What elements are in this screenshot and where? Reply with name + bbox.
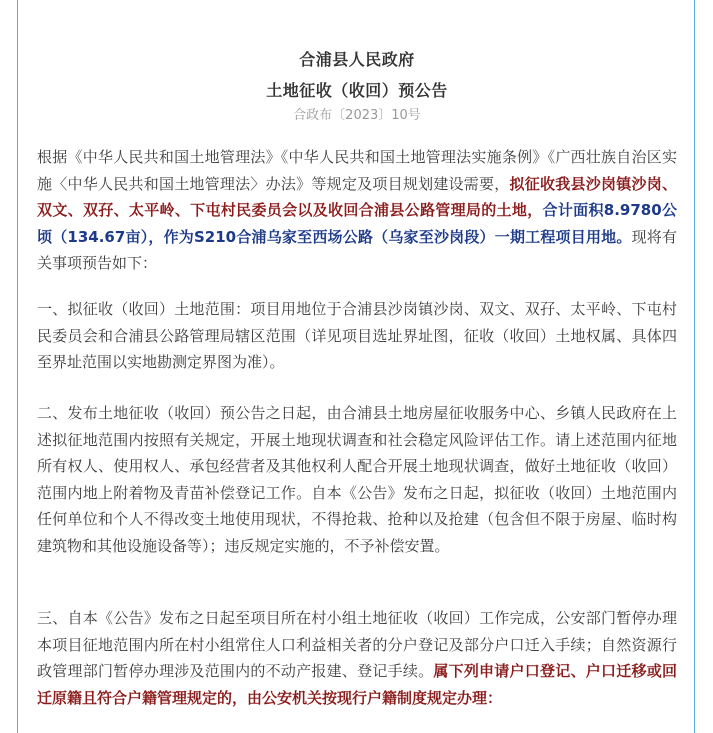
intro-blue-emphasis: 合计面积8.9780公顷（134.67亩），作为S210合浦乌家至西场公路（乌家至沙岗段）一期工程项目用地。 bbox=[37, 201, 677, 246]
issuing-org: 合浦县人民政府 bbox=[299, 50, 415, 69]
document-frame bbox=[17, 0, 695, 733]
document-number: 合政布〔2023〕10号 bbox=[293, 108, 421, 123]
paragraph-land-scope: 一、拟征收（收回）土地范围：项目用地位于合浦县沙岗镇沙岗、双文、双孖、太平岭、下屯村民委员会和合浦县公路管理局辖区范围（详见项目选址界址图，征收（收回）土地权属、具体四至界址范围以实地勘测定界图为准）。 bbox=[37, 300, 677, 371]
intro-red-emphasis: 拟征收我县沙岗镇沙岗、双文、双孖、太平岭、下屯村民委员会以及收回合浦县公路管理局的土地， bbox=[37, 174, 677, 219]
paragraph-survey-work: 二、发布土地征收（收回）预公告之日起，由合浦县土地房屋征收服务中心、乡镇人民政府在上述拟征地范围内按照有关规定，开展土地现状调查和社会稳定风险评估工作。请上述范围内征地所有权人、使用权人、承包经营者及其他权利人配合开展土地现状调查，做好土地征收（收回）范围内地上附着物及青苗补偿登记工作。自本《公告》发布之日起，拟征收（收回）土地范围内任何单位和个人不得改变土地使用现状，不得抢栽、抢种以及抢建（包含但不限于房屋、临时构建筑物和其他设施设备等）；违反规定实施的，不予补偿安置。 bbox=[37, 404, 677, 555]
registration-lead-text: 三、自本《公告》发布之日起至项目所在村小组土地征收（收回）工作完成，公安部门暂停办理本项目征地范围内所在村小组常住人口利益相关者的分户登记及部分户口迁入手续；自然资源行政管理部门暂停办理涉及范围内的不动产报建、登记手续。 bbox=[37, 609, 677, 680]
paragraph-registration bbox=[37, 605, 677, 711]
notice-title: 土地征收（收回）预公告 bbox=[266, 81, 448, 100]
intro-lead-text: 根据《中华人民共和国土地管理法》《中华人民共和国土地管理法实施条例》《广西壮族自治区实施〈中华人民共和国土地管理法〉办法》等规定及项目规划建设需要， bbox=[37, 148, 677, 193]
paragraph-intro bbox=[37, 144, 677, 277]
intro-tail-text: 现将有关事项预告如下： bbox=[37, 227, 677, 272]
registration-red-emphasis: 属下列申请户口登记、户口迁移或回迁原籍且符合户籍管理规定的，由公安机关按现行户籍制度规定办理： bbox=[37, 662, 677, 707]
